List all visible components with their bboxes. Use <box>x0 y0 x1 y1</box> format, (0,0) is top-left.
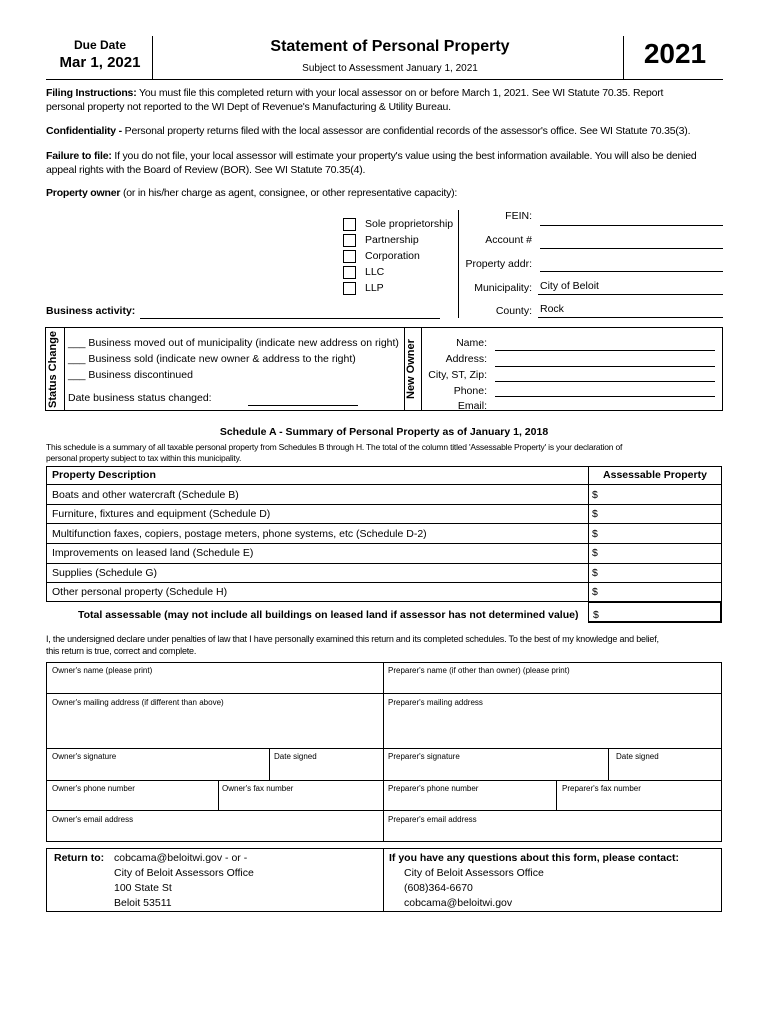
new-owner-name-input[interactable] <box>495 350 715 351</box>
contact-label: If you have any questions about this form, please contact: <box>389 852 679 864</box>
account-label: Account # <box>485 234 532 246</box>
currency-sign: $ <box>592 489 598 501</box>
filing-text-2: personal property not reported to the WI Dept of Revenue's Manufacturing & Utility Bureau. <box>46 101 451 113</box>
failure-note <box>46 149 736 177</box>
new-owner-city-label: City, ST, Zip: <box>428 369 487 381</box>
municipality-input[interactable] <box>538 280 723 295</box>
owner-date-field[interactable]: Date signed <box>274 752 317 761</box>
total-assessable-label: Total assessable (may not include all buildings on leased land if assessor has not determined value) <box>78 609 579 621</box>
return-city: Beloit 53511 <box>114 897 172 909</box>
new-owner-email-label: Email: <box>457 400 487 412</box>
form-subtitle: Subject to Assessment January 1, 2021 <box>302 63 478 74</box>
status-item[interactable]: ___ Business moved out of municipality (indicate new address on right) <box>68 337 399 349</box>
confidentiality-note <box>46 125 736 137</box>
new-owner-address-label: Address: <box>445 353 487 365</box>
col-header-assessable: Assessable Property <box>603 469 707 481</box>
preparer-fax-field[interactable]: Preparer's fax number <box>562 784 641 793</box>
corporation-checkbox[interactable] <box>343 250 356 263</box>
filing-label: Filing Instructions: <box>46 87 137 99</box>
currency-sign: $ <box>593 609 599 621</box>
entity-divider <box>458 210 459 318</box>
contact-office: City of Beloit Assessors Office <box>404 867 544 879</box>
table-row: Furniture, fixtures and equipment (Schedule D) <box>52 508 271 520</box>
due-date-label: Due Date <box>73 38 126 52</box>
entity-label: Sole proprietorship <box>365 218 454 230</box>
amount-input[interactable] <box>592 567 720 579</box>
new-owner-side-label: New Owner <box>405 339 417 399</box>
owner-signature-field[interactable]: Owner's signature <box>52 752 117 761</box>
currency-sign: $ <box>592 528 598 540</box>
confidentiality-label: Confidentiality - <box>46 125 122 137</box>
property-owner-label: Property owner <box>46 187 121 199</box>
confidentiality-text: Personal property returns filed with the local assessor are confidential records of the assessor's office. See WI Statute 70.35(3). <box>124 125 691 137</box>
status-date-input[interactable] <box>248 405 358 406</box>
sole-proprietorship-checkbox[interactable] <box>343 218 356 231</box>
preparer-name-field[interactable]: Preparer's name (if other than owner) (please print) <box>388 666 570 675</box>
entity-label: LLP <box>365 282 384 294</box>
table-row: Boats and other watercraft (Schedule B) <box>52 489 239 501</box>
entity-label: LLC <box>365 266 385 278</box>
failure-text-1: If you do not file, your local assessor will estimate your property's value using the best information available. You will also be denied <box>114 150 697 162</box>
contact-email[interactable]: cobcama@beloitwi.gov <box>404 897 513 909</box>
header-divider-left <box>152 36 153 80</box>
currency-sign: $ <box>592 508 598 520</box>
failure-text-2: appeal rights with the Board of Review (BOR). See WI Statute 70.35(4). <box>46 164 366 176</box>
llc-checkbox[interactable] <box>343 266 356 279</box>
entity-label: Corporation <box>365 250 420 262</box>
property-addr-label: Property addr: <box>465 258 532 270</box>
col-header-description: Property Description <box>52 469 156 481</box>
fein-label: FEIN: <box>505 210 532 222</box>
return-street: 100 State St <box>114 882 172 894</box>
grid-rule <box>46 810 722 811</box>
table-rule <box>46 582 722 583</box>
owner-mailing-field[interactable]: Owner's mailing address (if different than above) <box>52 698 224 707</box>
form-year: 2021 <box>643 38 707 69</box>
signature-center-divider <box>383 662 384 842</box>
contact-info <box>404 866 544 911</box>
table-rule <box>46 563 722 564</box>
filing-text-1: You must file this completed return with your local assessor on or before March 1, 2021. See WI Statute 70.35. Report <box>139 87 664 99</box>
status-change-side-label: Status Change <box>47 330 59 408</box>
property-owner-heading <box>46 187 726 199</box>
new-owner-address-input[interactable] <box>495 366 715 367</box>
status-item[interactable]: ___ Business discontinued <box>68 369 193 381</box>
new-owner-phone-label: Phone: <box>453 385 487 397</box>
table-row: Supplies (Schedule G) <box>52 567 158 579</box>
amount-input[interactable] <box>592 508 720 520</box>
llp-checkbox[interactable] <box>343 282 356 295</box>
currency-sign: $ <box>592 586 598 598</box>
owner-name-field[interactable]: Owner's name (please print) <box>52 666 153 675</box>
preparer-date-divider <box>608 748 609 780</box>
table-rule <box>46 504 722 505</box>
business-activity-input[interactable] <box>140 318 440 319</box>
grid-rule <box>46 780 722 781</box>
new-owner-city-input[interactable] <box>495 381 715 382</box>
preparer-mailing-field[interactable]: Preparer's mailing address <box>388 698 483 707</box>
return-to-label: Return to: <box>54 852 105 864</box>
amount-input[interactable] <box>592 547 720 559</box>
declaration-2: this return is true, correct and complete. <box>46 646 197 656</box>
table-rule <box>46 523 722 524</box>
municipality-value: City of Beloit <box>540 280 599 292</box>
grid-rule <box>46 693 722 694</box>
table-rule <box>46 543 722 544</box>
failure-label: Failure to file: <box>46 150 112 162</box>
contact-phone: (608)364-6670 <box>404 882 473 894</box>
preparer-signature-field[interactable]: Preparer's signature <box>388 752 460 761</box>
account-input[interactable] <box>540 248 723 249</box>
county-label: County: <box>495 305 532 317</box>
county-input[interactable] <box>538 303 723 318</box>
preparer-email-field[interactable]: Preparer's email address <box>388 815 477 824</box>
return-email[interactable]: cobcama@beloitwi.gov - or - <box>114 852 248 864</box>
amount-input[interactable] <box>592 528 720 540</box>
amount-input[interactable] <box>592 586 720 598</box>
schedule-a-desc-1: This schedule is a summary of all taxable personal property from Schedules B through H. The total of the column titled 'Assessable Property' is your declaration of <box>46 442 623 452</box>
owner-email-field[interactable]: Owner's email address <box>52 815 134 824</box>
schedule-a-desc <box>46 442 736 464</box>
total-assessable-input[interactable] <box>588 601 722 623</box>
declaration-1: I, the undersigned declare under penalties of law that I have personally examined this return and its completed schedules. To the best of my knowledge and belief, <box>46 634 659 644</box>
owner-fax-divider <box>218 780 219 810</box>
property-owner-text: (or in his/her charge as agent, consignee, or other representative capacity): <box>122 187 458 199</box>
due-date-value: Mar 1, 2021 <box>59 54 141 71</box>
table-row: Other personal property (Schedule H) <box>52 586 228 598</box>
new-owner-name-label: Name: <box>456 337 487 349</box>
table-row: Multifunction faxes, copiers, postage meters, phone systems, etc (Schedule D-2) <box>52 528 427 540</box>
currency-sign: $ <box>592 567 598 579</box>
preparer-fax-divider <box>556 780 557 810</box>
preparer-phone-field[interactable]: Preparer's phone number <box>388 784 479 793</box>
owner-phone-field[interactable]: Owner's phone number <box>52 784 135 793</box>
schedule-a-title: Schedule A - Summary of Personal Property as of January 1, 2018 <box>219 426 549 438</box>
business-activity-label: Business activity: <box>46 305 136 317</box>
table-rule <box>46 484 722 485</box>
municipality-label: Municipality: <box>474 282 532 294</box>
county-value: Rock <box>540 303 564 315</box>
status-date-label: Date business status changed: <box>68 392 212 404</box>
schedule-a-desc-2: personal property subject to tax within this municipality. <box>46 453 242 463</box>
form-title: Statement of Personal Property <box>270 38 510 55</box>
preparer-date-field[interactable]: Date signed <box>616 752 659 761</box>
return-to-address <box>114 851 254 911</box>
entity-label: Partnership <box>365 234 419 246</box>
currency-sign: $ <box>592 547 598 559</box>
amount-input[interactable] <box>592 489 720 501</box>
owner-date-divider <box>269 748 270 780</box>
partnership-checkbox[interactable] <box>343 234 356 247</box>
header-divider-right <box>623 36 624 80</box>
owner-fax-field[interactable]: Owner's fax number <box>222 784 294 793</box>
status-change-side-divider <box>64 327 65 411</box>
status-item[interactable]: ___ Business sold (indicate new owner & address to the right) <box>68 353 356 365</box>
grid-rule <box>46 748 722 749</box>
return-divider <box>383 848 384 912</box>
filing-instructions <box>46 86 726 114</box>
declaration <box>46 633 736 657</box>
property-addr-input[interactable] <box>540 271 723 272</box>
fein-input[interactable] <box>540 225 723 226</box>
table-row: Improvements on leased land (Schedule E) <box>52 547 254 559</box>
return-office: City of Beloit Assessors Office <box>114 867 254 879</box>
new-owner-phone-input[interactable] <box>495 396 715 397</box>
